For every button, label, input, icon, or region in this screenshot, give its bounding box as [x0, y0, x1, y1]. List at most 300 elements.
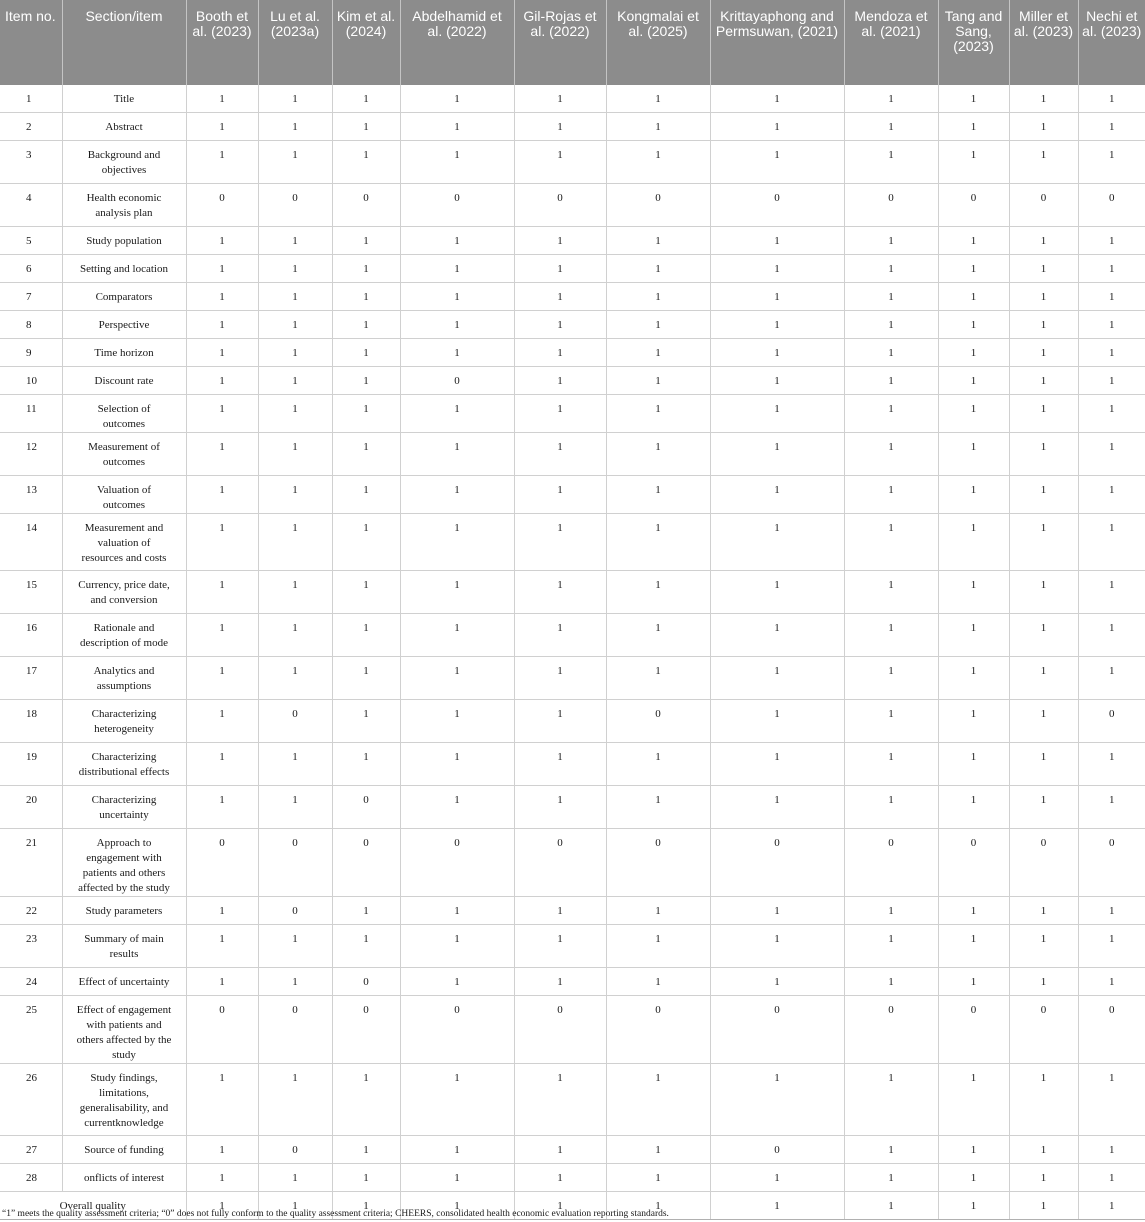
score-cell: 0 — [938, 996, 1009, 1064]
header-study: Nechi et al. (2023) — [1078, 0, 1145, 85]
score-cell: 1 — [1078, 227, 1145, 255]
section-item-cell: Study findings, limitations, generalisability, and currentknowledge — [62, 1064, 186, 1136]
score-cell: 1 — [938, 141, 1009, 184]
score-cell: 0 — [710, 1136, 844, 1164]
score-cell: 1 — [514, 743, 606, 786]
score-cell: 1 — [514, 85, 606, 113]
score-cell: 0 — [710, 996, 844, 1064]
score-cell: 1 — [332, 1192, 400, 1220]
score-cell: 1 — [710, 339, 844, 367]
table-row — [0, 925, 1145, 968]
score-cell: 1 — [400, 227, 514, 255]
score-cell: 0 — [258, 1136, 332, 1164]
header-study: Booth et al. (2023) — [186, 0, 258, 85]
item-number-cell: 4 — [0, 184, 62, 227]
score-cell: 1 — [844, 514, 938, 571]
table-row — [0, 85, 1145, 113]
score-cell: 0 — [332, 184, 400, 227]
table-row — [0, 255, 1145, 283]
score-cell: 1 — [186, 897, 258, 925]
score-cell: 1 — [938, 968, 1009, 996]
score-cell: 1 — [1009, 255, 1078, 283]
score-cell: 1 — [938, 85, 1009, 113]
item-number-cell: 14 — [0, 514, 62, 571]
score-cell: 1 — [938, 657, 1009, 700]
table-row — [0, 1164, 1145, 1192]
score-cell: 1 — [400, 433, 514, 476]
score-cell: 1 — [186, 1136, 258, 1164]
score-cell: 1 — [710, 85, 844, 113]
score-cell: 0 — [1078, 184, 1145, 227]
score-cell: 0 — [844, 184, 938, 227]
score-cell: 1 — [606, 227, 710, 255]
score-cell: 1 — [332, 897, 400, 925]
item-number-cell: 17 — [0, 657, 62, 700]
score-cell: 0 — [186, 829, 258, 897]
score-cell: 0 — [938, 829, 1009, 897]
score-cell: 1 — [606, 255, 710, 283]
score-cell: 1 — [606, 339, 710, 367]
score-cell: 1 — [1078, 897, 1145, 925]
section-item-cell: Source of funding — [62, 1136, 186, 1164]
score-cell: 1 — [844, 657, 938, 700]
score-cell: 1 — [514, 113, 606, 141]
header-study: Tang and Sang, (2023) — [938, 0, 1009, 85]
score-cell: 1 — [1078, 367, 1145, 395]
score-cell: 0 — [844, 996, 938, 1064]
score-cell: 0 — [514, 184, 606, 227]
score-cell: 1 — [1009, 283, 1078, 311]
score-cell: 1 — [186, 283, 258, 311]
score-cell: 1 — [514, 968, 606, 996]
score-cell: 1 — [1009, 367, 1078, 395]
section-item-cell: Characterizing uncertainty — [62, 786, 186, 829]
item-number-cell: 26 — [0, 1064, 62, 1136]
score-cell: 1 — [938, 367, 1009, 395]
section-item-cell: Abstract — [62, 113, 186, 141]
score-cell: 0 — [1078, 700, 1145, 743]
section-item-cell: Comparators — [62, 283, 186, 311]
score-cell: 0 — [514, 829, 606, 897]
score-cell: 1 — [710, 1064, 844, 1136]
score-cell: 1 — [400, 925, 514, 968]
score-cell: 1 — [606, 786, 710, 829]
score-cell: 1 — [186, 657, 258, 700]
item-number-cell: 23 — [0, 925, 62, 968]
score-cell: 1 — [1009, 339, 1078, 367]
score-cell: 1 — [400, 311, 514, 339]
score-cell: 1 — [258, 367, 332, 395]
score-cell: 1 — [400, 141, 514, 184]
score-cell: 1 — [1078, 141, 1145, 184]
score-cell: 1 — [258, 255, 332, 283]
score-cell: 1 — [186, 476, 258, 514]
score-cell: 1 — [710, 571, 844, 614]
table-row — [0, 514, 1145, 571]
score-cell: 1 — [844, 367, 938, 395]
score-cell: 1 — [844, 743, 938, 786]
header-study: Lu et al. (2023a) — [258, 0, 332, 85]
score-cell: 1 — [938, 571, 1009, 614]
score-cell: 1 — [332, 227, 400, 255]
score-cell: 1 — [606, 571, 710, 614]
score-cell: 1 — [844, 1064, 938, 1136]
score-cell: 1 — [258, 614, 332, 657]
score-cell: 1 — [400, 1064, 514, 1136]
item-number-cell: 19 — [0, 743, 62, 786]
score-cell: 1 — [710, 514, 844, 571]
score-cell: 1 — [186, 85, 258, 113]
score-cell: 1 — [400, 1164, 514, 1192]
score-cell: 1 — [606, 367, 710, 395]
score-cell: 1 — [938, 255, 1009, 283]
score-cell: 1 — [400, 113, 514, 141]
score-cell: 1 — [1009, 897, 1078, 925]
score-cell: 1 — [710, 227, 844, 255]
score-cell: 1 — [606, 614, 710, 657]
score-cell: 1 — [938, 227, 1009, 255]
score-cell: 1 — [258, 968, 332, 996]
score-cell: 1 — [186, 925, 258, 968]
score-cell: 1 — [938, 1064, 1009, 1136]
score-cell: 0 — [1009, 996, 1078, 1064]
score-cell: 1 — [844, 786, 938, 829]
section-item-cell: Effect of engagement with patients and others affected by the study — [62, 996, 186, 1064]
score-cell: 0 — [710, 184, 844, 227]
section-item-cell: Selection of outcomes — [62, 395, 186, 433]
score-cell: 1 — [844, 968, 938, 996]
score-cell: 1 — [186, 1192, 258, 1220]
score-cell: 1 — [1009, 786, 1078, 829]
score-cell: 1 — [400, 968, 514, 996]
score-cell: 0 — [606, 184, 710, 227]
score-cell: 1 — [514, 141, 606, 184]
score-cell: 1 — [1009, 1192, 1078, 1220]
section-item-cell: Discount rate — [62, 367, 186, 395]
table-row — [0, 968, 1145, 996]
table-row — [0, 996, 1145, 1064]
score-cell: 1 — [1078, 283, 1145, 311]
score-cell: 1 — [332, 571, 400, 614]
score-cell: 1 — [844, 433, 938, 476]
score-cell: 1 — [938, 1192, 1009, 1220]
table-row — [0, 571, 1145, 614]
item-number-cell: 18 — [0, 700, 62, 743]
score-cell: 1 — [710, 657, 844, 700]
table-row — [0, 395, 1145, 433]
score-cell: 0 — [258, 897, 332, 925]
section-item-cell: Valuation of outcomes — [62, 476, 186, 514]
score-cell: 1 — [332, 700, 400, 743]
score-cell: 1 — [332, 514, 400, 571]
table-row — [0, 743, 1145, 786]
score-cell: 1 — [514, 255, 606, 283]
table-row — [0, 614, 1145, 657]
score-cell: 1 — [514, 897, 606, 925]
score-cell: 0 — [400, 184, 514, 227]
score-cell: 1 — [1009, 514, 1078, 571]
score-cell: 1 — [606, 968, 710, 996]
score-cell: 1 — [186, 395, 258, 433]
score-cell: 1 — [186, 743, 258, 786]
score-cell: 1 — [606, 897, 710, 925]
score-cell: 1 — [1078, 113, 1145, 141]
table-body — [0, 85, 1145, 1220]
table-row — [0, 283, 1145, 311]
score-cell: 1 — [258, 283, 332, 311]
section-item-cell: Characterizing distributional effects — [62, 743, 186, 786]
score-cell: 1 — [1009, 657, 1078, 700]
score-cell: 1 — [514, 786, 606, 829]
table-row — [0, 141, 1145, 184]
score-cell: 1 — [514, 283, 606, 311]
score-cell: 1 — [606, 113, 710, 141]
score-cell: 1 — [186, 700, 258, 743]
score-cell: 1 — [844, 925, 938, 968]
score-cell: 1 — [332, 395, 400, 433]
score-cell: 1 — [1078, 476, 1145, 514]
score-cell: 0 — [400, 829, 514, 897]
score-cell: 1 — [1078, 1164, 1145, 1192]
score-cell: 1 — [258, 1164, 332, 1192]
score-cell: 1 — [710, 700, 844, 743]
header-study: Miller et al. (2023) — [1009, 0, 1078, 85]
score-cell: 1 — [606, 514, 710, 571]
score-cell: 1 — [186, 367, 258, 395]
score-cell: 1 — [1078, 1136, 1145, 1164]
table-row — [0, 476, 1145, 514]
item-number-cell: 11 — [0, 395, 62, 433]
score-cell: 1 — [938, 614, 1009, 657]
score-cell: 1 — [1078, 571, 1145, 614]
score-cell: 1 — [258, 141, 332, 184]
score-cell: 1 — [258, 514, 332, 571]
score-cell: 1 — [938, 283, 1009, 311]
score-cell: 1 — [710, 255, 844, 283]
score-cell: 1 — [606, 476, 710, 514]
score-cell: 1 — [606, 743, 710, 786]
score-cell: 1 — [400, 1192, 514, 1220]
score-cell: 1 — [186, 514, 258, 571]
score-cell: 1 — [938, 339, 1009, 367]
score-cell: 1 — [1009, 141, 1078, 184]
item-number-cell: 27 — [0, 1136, 62, 1164]
section-item-cell: Characterizing heterogeneity — [62, 700, 186, 743]
score-cell: 1 — [400, 657, 514, 700]
item-number-cell: 21 — [0, 829, 62, 897]
score-cell: 1 — [1009, 1164, 1078, 1192]
score-cell: 1 — [844, 1164, 938, 1192]
section-item-cell: Study parameters — [62, 897, 186, 925]
score-cell: 0 — [606, 996, 710, 1064]
score-cell: 1 — [258, 571, 332, 614]
item-number-cell: 2 — [0, 113, 62, 141]
score-cell: 1 — [1009, 614, 1078, 657]
score-cell: 1 — [938, 925, 1009, 968]
score-cell: 1 — [938, 1136, 1009, 1164]
table-row — [0, 367, 1145, 395]
score-cell: 1 — [844, 571, 938, 614]
section-item-cell: Approach to engagement with patients and others affected by the study — [62, 829, 186, 897]
table-row — [0, 829, 1145, 897]
score-cell: 1 — [1078, 743, 1145, 786]
score-cell: 0 — [1009, 829, 1078, 897]
item-number-cell: 1 — [0, 85, 62, 113]
score-cell: 1 — [186, 113, 258, 141]
score-cell: 1 — [514, 1064, 606, 1136]
score-cell: 1 — [606, 1164, 710, 1192]
score-cell: 1 — [1078, 339, 1145, 367]
score-cell: 1 — [710, 1192, 844, 1220]
score-cell: 0 — [938, 184, 1009, 227]
score-cell: 1 — [1009, 925, 1078, 968]
table-row — [0, 700, 1145, 743]
score-cell: 1 — [332, 1136, 400, 1164]
item-number-cell: 10 — [0, 367, 62, 395]
score-cell: 1 — [844, 227, 938, 255]
score-cell: 1 — [1009, 227, 1078, 255]
score-cell: 1 — [400, 1136, 514, 1164]
score-cell: 1 — [938, 743, 1009, 786]
score-cell: 1 — [844, 1192, 938, 1220]
score-cell: 1 — [514, 571, 606, 614]
table-row — [0, 897, 1145, 925]
score-cell: 1 — [606, 395, 710, 433]
score-cell: 1 — [332, 85, 400, 113]
item-number-cell: 12 — [0, 433, 62, 476]
score-cell: 1 — [258, 743, 332, 786]
score-cell: 1 — [710, 113, 844, 141]
score-cell: 1 — [186, 339, 258, 367]
score-cell: 1 — [710, 1164, 844, 1192]
item-number-cell: 20 — [0, 786, 62, 829]
score-cell: 0 — [186, 184, 258, 227]
score-cell: 1 — [1078, 968, 1145, 996]
header-study: Kongmalai et al. (2025) — [606, 0, 710, 85]
score-cell: 1 — [258, 476, 332, 514]
score-cell: 1 — [258, 925, 332, 968]
score-cell: 1 — [1078, 1192, 1145, 1220]
score-cell: 1 — [606, 311, 710, 339]
section-item-cell: Background and objectives — [62, 141, 186, 184]
score-cell: 0 — [400, 996, 514, 1064]
score-cell: 1 — [710, 311, 844, 339]
score-cell: 0 — [258, 700, 332, 743]
score-cell: 1 — [606, 1136, 710, 1164]
score-cell: 0 — [606, 829, 710, 897]
score-cell: 1 — [1009, 85, 1078, 113]
score-cell: 0 — [258, 184, 332, 227]
score-cell: 1 — [258, 433, 332, 476]
score-cell: 1 — [1009, 1136, 1078, 1164]
score-cell: 1 — [1078, 255, 1145, 283]
item-number-cell: 22 — [0, 897, 62, 925]
score-cell: 0 — [710, 829, 844, 897]
score-cell: 1 — [606, 1192, 710, 1220]
score-cell: 1 — [514, 514, 606, 571]
score-cell: 1 — [844, 311, 938, 339]
score-cell: 1 — [710, 433, 844, 476]
item-number-cell: 25 — [0, 996, 62, 1064]
score-cell: 1 — [938, 897, 1009, 925]
section-item-cell: Effect of uncertainty — [62, 968, 186, 996]
item-number-cell: 5 — [0, 227, 62, 255]
section-item-cell: Measurement and valuation of resources and costs — [62, 514, 186, 571]
table-row — [0, 1136, 1145, 1164]
score-cell: 0 — [1078, 829, 1145, 897]
item-number-cell: 28 — [0, 1164, 62, 1192]
header-study: Kim et al. (2024) — [332, 0, 400, 85]
score-cell: 1 — [332, 743, 400, 786]
score-cell: 1 — [844, 395, 938, 433]
score-cell: 1 — [258, 85, 332, 113]
score-cell: 1 — [400, 700, 514, 743]
score-cell: 1 — [332, 476, 400, 514]
score-cell: 0 — [606, 700, 710, 743]
score-cell: 1 — [1078, 433, 1145, 476]
score-cell: 1 — [258, 227, 332, 255]
score-cell: 1 — [514, 227, 606, 255]
score-cell: 1 — [1009, 743, 1078, 786]
score-cell: 0 — [186, 996, 258, 1064]
score-cell: 1 — [514, 1192, 606, 1220]
score-cell: 1 — [186, 1064, 258, 1136]
table-row — [0, 339, 1145, 367]
section-item-cell: Analytics and assumptions — [62, 657, 186, 700]
score-cell: 1 — [332, 339, 400, 367]
score-cell: 1 — [400, 339, 514, 367]
score-cell: 1 — [400, 85, 514, 113]
table-header — [0, 0, 1145, 85]
score-cell: 1 — [514, 614, 606, 657]
score-cell: 0 — [1009, 184, 1078, 227]
score-cell: 1 — [710, 743, 844, 786]
header-item-no: Item no. — [0, 0, 62, 85]
score-cell: 1 — [938, 113, 1009, 141]
table-row — [0, 311, 1145, 339]
header-row — [0, 0, 1145, 85]
score-cell: 1 — [844, 339, 938, 367]
score-cell: 1 — [1009, 968, 1078, 996]
score-cell: 1 — [400, 614, 514, 657]
score-cell: 1 — [400, 395, 514, 433]
score-cell: 1 — [186, 255, 258, 283]
table-row — [0, 184, 1145, 227]
score-cell: 1 — [844, 476, 938, 514]
score-cell: 1 — [1078, 85, 1145, 113]
score-cell: 1 — [938, 476, 1009, 514]
score-cell: 1 — [258, 1064, 332, 1136]
item-number-cell: 16 — [0, 614, 62, 657]
score-cell: 1 — [938, 700, 1009, 743]
score-cell: 1 — [938, 514, 1009, 571]
score-cell: 1 — [710, 367, 844, 395]
score-cell: 1 — [186, 786, 258, 829]
score-cell: 1 — [1078, 514, 1145, 571]
score-cell: 0 — [1078, 996, 1145, 1064]
overall-quality-label: Overall quality — [0, 1192, 186, 1220]
item-number-cell: 8 — [0, 311, 62, 339]
score-cell: 1 — [606, 141, 710, 184]
score-cell: 0 — [332, 829, 400, 897]
score-cell: 1 — [606, 85, 710, 113]
score-cell: 1 — [1078, 786, 1145, 829]
header-section-item: Section/item — [62, 0, 186, 85]
score-cell: 1 — [844, 614, 938, 657]
score-cell: 1 — [400, 476, 514, 514]
item-number-cell: 9 — [0, 339, 62, 367]
score-cell: 1 — [514, 1164, 606, 1192]
